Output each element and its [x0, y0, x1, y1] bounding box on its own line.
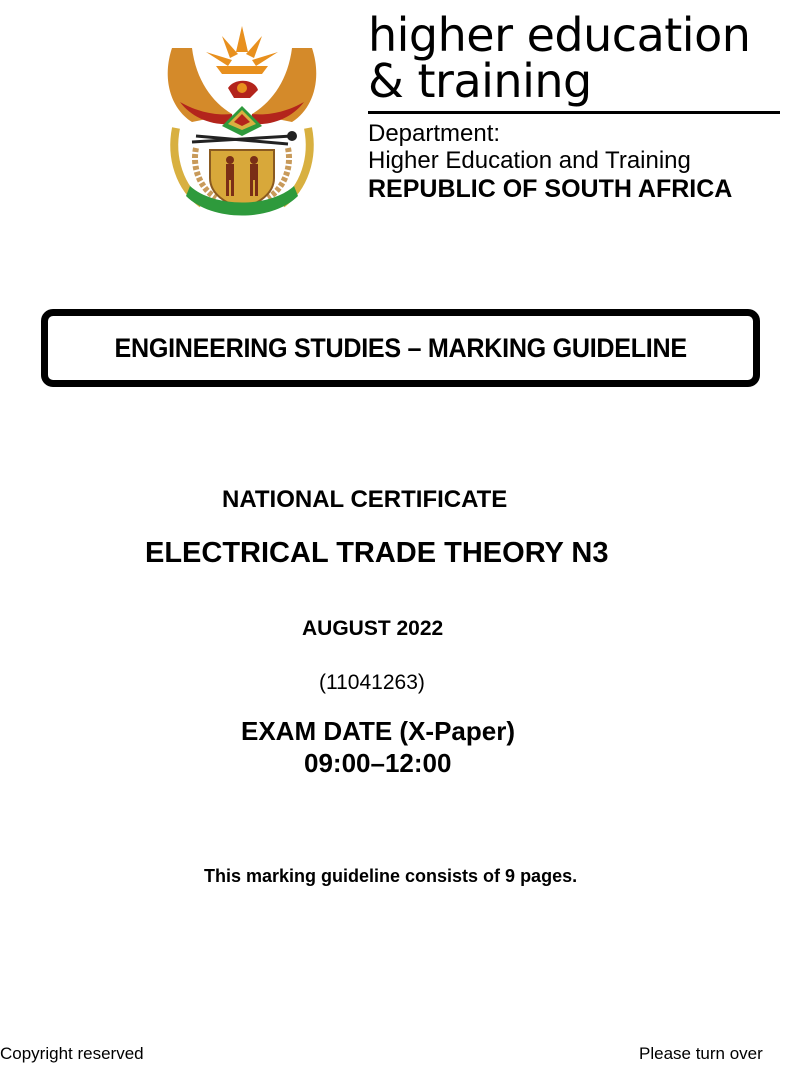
brand-line-1: higher education — [368, 8, 751, 62]
exam-time: 09:00–12:00 — [304, 748, 452, 778]
south-africa-coat-of-arms-icon — [162, 18, 322, 218]
footer-copyright: Copyright reserved — [0, 1044, 144, 1063]
exam-date: EXAM DATE (X-Paper) — [241, 716, 515, 746]
department-name: Higher Education and Training — [368, 147, 691, 174]
department-label: Department: — [368, 120, 501, 147]
page-count-note: This marking guideline consists of 9 pages. — [204, 866, 578, 886]
subject-code: (11041263) — [319, 671, 425, 694]
exam-session: AUGUST 2022 — [302, 617, 444, 640]
document-title: ENGINEERING STUDIES – MARKING GUIDELINE — [114, 332, 687, 363]
certificate-heading: NATIONAL CERTIFICATE — [222, 486, 508, 513]
footer-turn-over: Please turn over — [639, 1044, 763, 1063]
coat-of-arms-logo — [162, 18, 322, 218]
brand-divider — [368, 111, 780, 114]
country-name: REPUBLIC OF SOUTH AFRICA — [368, 175, 733, 203]
subject-title: ELECTRICAL TRADE THEORY N3 — [145, 537, 609, 569]
brand-line-2: & training — [368, 54, 592, 108]
document-title-box — [41, 309, 760, 387]
